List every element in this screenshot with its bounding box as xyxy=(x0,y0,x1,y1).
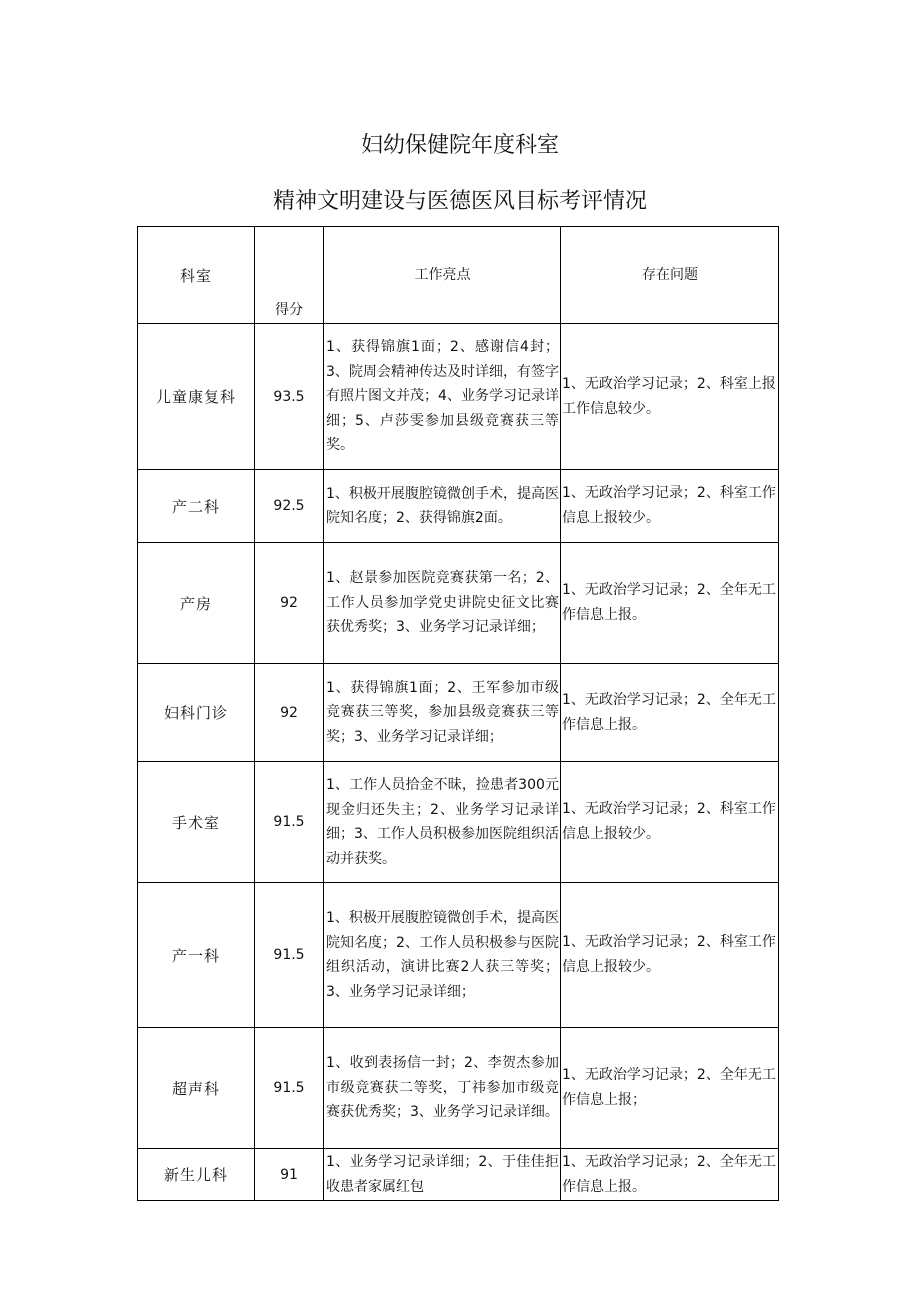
table-row xyxy=(138,470,779,543)
row-score: 92 xyxy=(255,543,324,664)
row-issues: 1、无政治学习记录；2、科室工作信息上报较少。 xyxy=(561,470,779,543)
table-row xyxy=(138,324,779,470)
evaluation-table xyxy=(137,226,779,1201)
row-dept: 新生儿科 xyxy=(138,1149,255,1201)
document-title-line2: 精神文明建设与医德医风目标考评情况 xyxy=(272,189,647,214)
row-highlights: 1、收到表扬信一封；2、李贺杰参加市级竞赛获二等奖，丁祎参加市级竞赛获优秀奖；3、业务学习记录详细。 xyxy=(324,1028,561,1149)
row-score: 92.5 xyxy=(255,470,324,543)
table-header-row xyxy=(138,227,779,324)
row-issues: 1、无政治学习记录；2、全年无工作信息上报； xyxy=(561,1028,779,1149)
table-row xyxy=(138,1028,779,1149)
table-row xyxy=(138,664,779,762)
row-issues: 1、无政治学习记录；2、全年无工作信息上报。 xyxy=(561,543,779,664)
row-highlights: 1、获得锦旗1面；2、王军参加市级竞赛获三等奖，参加县级竞赛获三等奖；3、业务学习记录详细； xyxy=(324,664,561,762)
row-dept: 产房 xyxy=(138,543,255,664)
row-highlights: 1、业务学习记录详细；2、于佳佳拒收患者家属红包 xyxy=(324,1149,561,1201)
row-score: 92 xyxy=(255,664,324,762)
row-dept: 妇科门诊 xyxy=(138,664,255,762)
row-issues: 1、无政治学习记录；2、科室工作信息上报较少。 xyxy=(561,762,779,883)
row-dept: 儿童康复科 xyxy=(138,324,255,470)
document-title-line1: 妇幼保健院年度科室 xyxy=(360,133,559,158)
row-score: 91 xyxy=(255,1149,324,1201)
table-row xyxy=(138,1149,779,1201)
row-dept: 产一科 xyxy=(138,883,255,1028)
header-highlights: 工作亮点 xyxy=(324,227,561,324)
table-row xyxy=(138,762,779,883)
row-issues: 1、无政治学习记录；2、科室工作信息上报较少。 xyxy=(561,883,779,1028)
row-highlights: 1、赵景参加医院竞赛获第一名；2、工作人员参加学党史讲院史征文比赛获优秀奖；3、业务学习记录详细； xyxy=(324,543,561,664)
row-highlights: 1、积极开展腹腔镜微创手术，提高医院知名度；2、获得锦旗2面。 xyxy=(324,470,561,543)
row-issues: 1、无政治学习记录；2、科室上报工作信息较少。 xyxy=(561,324,779,470)
header-dept: 科室 xyxy=(138,227,255,324)
row-score: 91.5 xyxy=(255,762,324,883)
row-dept: 手术室 xyxy=(138,762,255,883)
row-dept: 产二科 xyxy=(138,470,255,543)
header-score: 得分 xyxy=(255,227,324,324)
table-row xyxy=(138,543,779,664)
row-highlights: 1、工作人员拾金不昧，捡患者300元现金归还失主；2、业务学习记录详细；3、工作人员积极参加医院组织活动并获奖。 xyxy=(324,762,561,883)
row-score: 93.5 xyxy=(255,324,324,470)
row-issues: 1、无政治学习记录；2、全年无工作信息上报。 xyxy=(561,1149,779,1201)
row-score: 91.5 xyxy=(255,883,324,1028)
header-issues: 存在问题 xyxy=(561,227,779,324)
row-dept: 超声科 xyxy=(138,1028,255,1149)
row-score: 91.5 xyxy=(255,1028,324,1149)
row-highlights: 1、积极开展腹腔镜微创手术，提高医院知名度；2、工作人员积极参与医院组织活动，演讲比赛2人获三等奖；3、业务学习记录详细； xyxy=(324,883,561,1028)
table-row xyxy=(138,883,779,1028)
row-issues: 1、无政治学习记录；2、全年无工作信息上报。 xyxy=(561,664,779,762)
row-highlights: 1、获得锦旗1面；2、感谢信4封；3、院周会精神传达及时详细，有签字有照片图文并茂；4、业务学习记录详细；5、卢莎雯参加县级竞赛获三等奖。 xyxy=(324,324,561,470)
